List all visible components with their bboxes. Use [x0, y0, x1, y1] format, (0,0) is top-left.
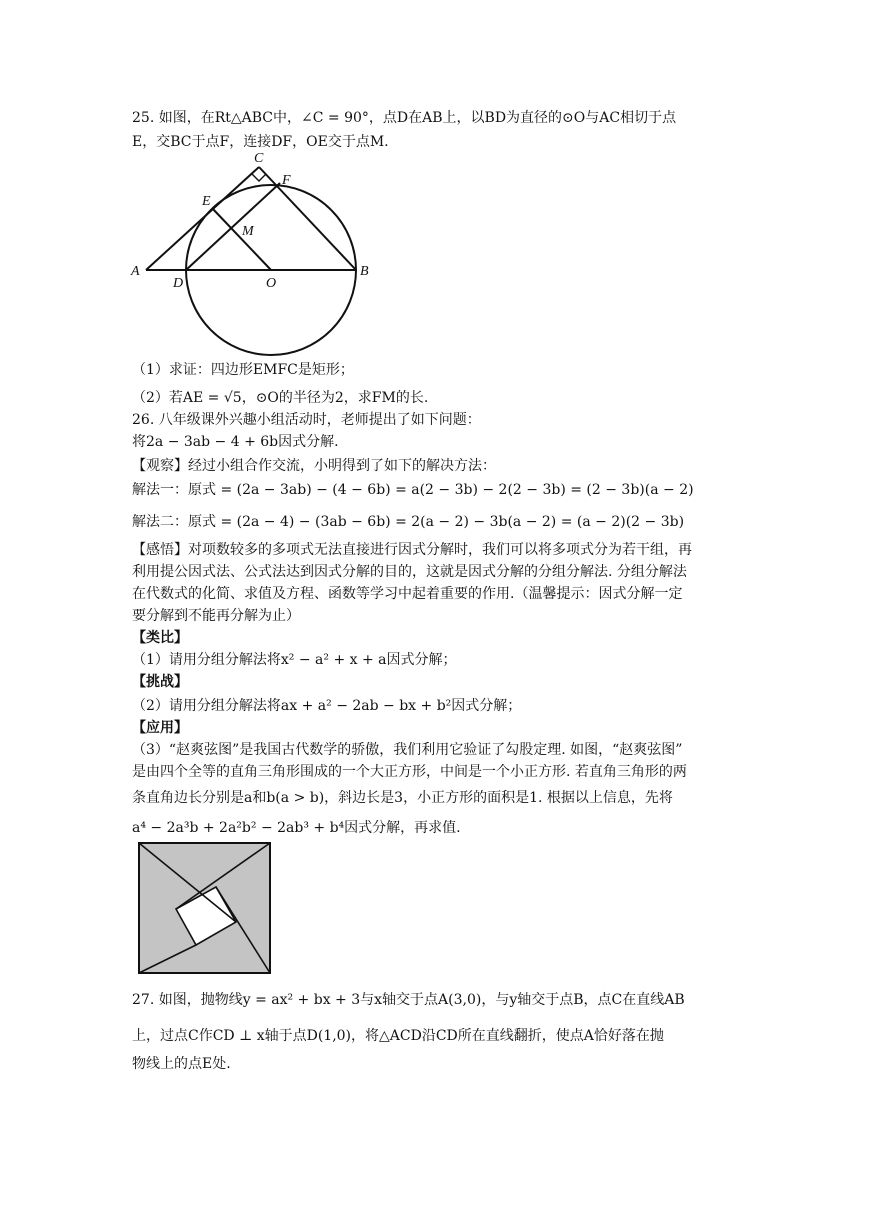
q26-line1: 26. 八年级课外兴趣小组活动时，老师提出了如下问题： — [132, 412, 481, 428]
label-d: D — [173, 276, 184, 291]
q25-sub2: （2）若AE = √5，⊙O的半径为2，求FM的长. — [132, 390, 429, 406]
q27-line1: 27. 如图，抛物线y = ax² + bx + 3与x轴交于点A(3,0)，与y轴交于点B，点C在直线AB — [132, 992, 685, 1008]
q26-insight1: 【感悟】对项数较多的多项式无法直接进行因式分解时，我们可以将多项式分为若干组，再 — [132, 542, 692, 558]
q25-line2: E，交BC于点F，连接DF，OE交于点M. — [132, 134, 389, 150]
label-c: C — [254, 151, 264, 166]
q26-analogy: （1）请用分组分解法将x² − a² + x + a因式分解； — [132, 652, 457, 668]
q26-insight4: 要分解到不能再分解为止） — [132, 608, 300, 624]
q26-apply3: 条直角边长分别是a和b(a > b)，斜边长是3，小正方形的面积是1. 根据以上信息，先将 — [132, 790, 673, 806]
q26-observe: 【观察】经过小组合作交流，小明得到了如下的解决方法： — [132, 458, 496, 474]
label-b: B — [360, 264, 369, 279]
q26-method1: 解法一：原式 = (2a − 3ab) − (4 − 6b) = a(2 − 3b) − 2(2 − 3b) = (2 − 3b)(a − 2) — [132, 482, 694, 498]
q26-insight3: 在代数式的化简、求值及方程、函数等学习中起着重要的作用.（温馨提示：因式分解一定 — [132, 586, 683, 602]
q27-line3: 物线上的点E处. — [132, 1056, 231, 1072]
label-m: M — [242, 224, 254, 239]
q27-line2: 上，过点C作CD ⊥ x轴于点D(1,0)，将△ACD沿CD所在直线翻折，使点A恰好落在抛 — [132, 1028, 664, 1044]
q25-circle-triangle-figure — [128, 150, 378, 362]
label-o: O — [266, 276, 277, 291]
q25-line1: 25. 如图，在Rt△ABC中，∠C = 90°，点D在AB上，以BD为直径的⊙O与AC相切于点 — [132, 110, 677, 126]
segment-cb — [259, 167, 356, 270]
label-e: E — [202, 194, 211, 209]
q26-challenge: （2）请用分组分解法将ax + a² − 2ab − bx + b²因式分解； — [132, 698, 522, 714]
q26-insight2: 利用提公因式法、公式法达到因式分解的目的，这就是因式分解的分组分解法. 分组分解法 — [132, 564, 687, 580]
q26-challenge-heading: 【挑战】 — [132, 674, 188, 690]
right-angle-mark — [252, 174, 266, 181]
zhao-shuang-chord-figure — [136, 840, 274, 976]
segment-df — [186, 183, 280, 270]
label-f: F — [282, 173, 291, 188]
q26-apply1: （3）“赵爽弦图”是我国古代数学的骄傲，我们利用它验证了勾股定理. 如图，“赵爽弦图” — [132, 742, 683, 758]
q26-method2: 解法二：原式 = (2a − 4) − (3ab − 6b) = 2(a − 2) − 3b(a − 2) = (a − 2)(2 − 3b) — [132, 514, 685, 530]
q26-apply-heading: 【应用】 — [132, 720, 188, 736]
q26-apply4: a⁴ − 2a³b + 2a²b² − 2ab³ + b⁴因式分解，再求值. — [132, 820, 461, 836]
label-a: A — [131, 264, 140, 279]
q25-sub1: （1）求证：四边形EMFC是矩形； — [132, 362, 354, 378]
q26-line2: 将2a − 3ab − 4 + 6b因式分解. — [132, 434, 339, 450]
q26-analogy-heading: 【类比】 — [132, 630, 188, 646]
q26-apply2: 是由四个全等的直角三角形围成的一个大正方形，中间是一个小正方形. 若直角三角形的两 — [132, 764, 687, 780]
